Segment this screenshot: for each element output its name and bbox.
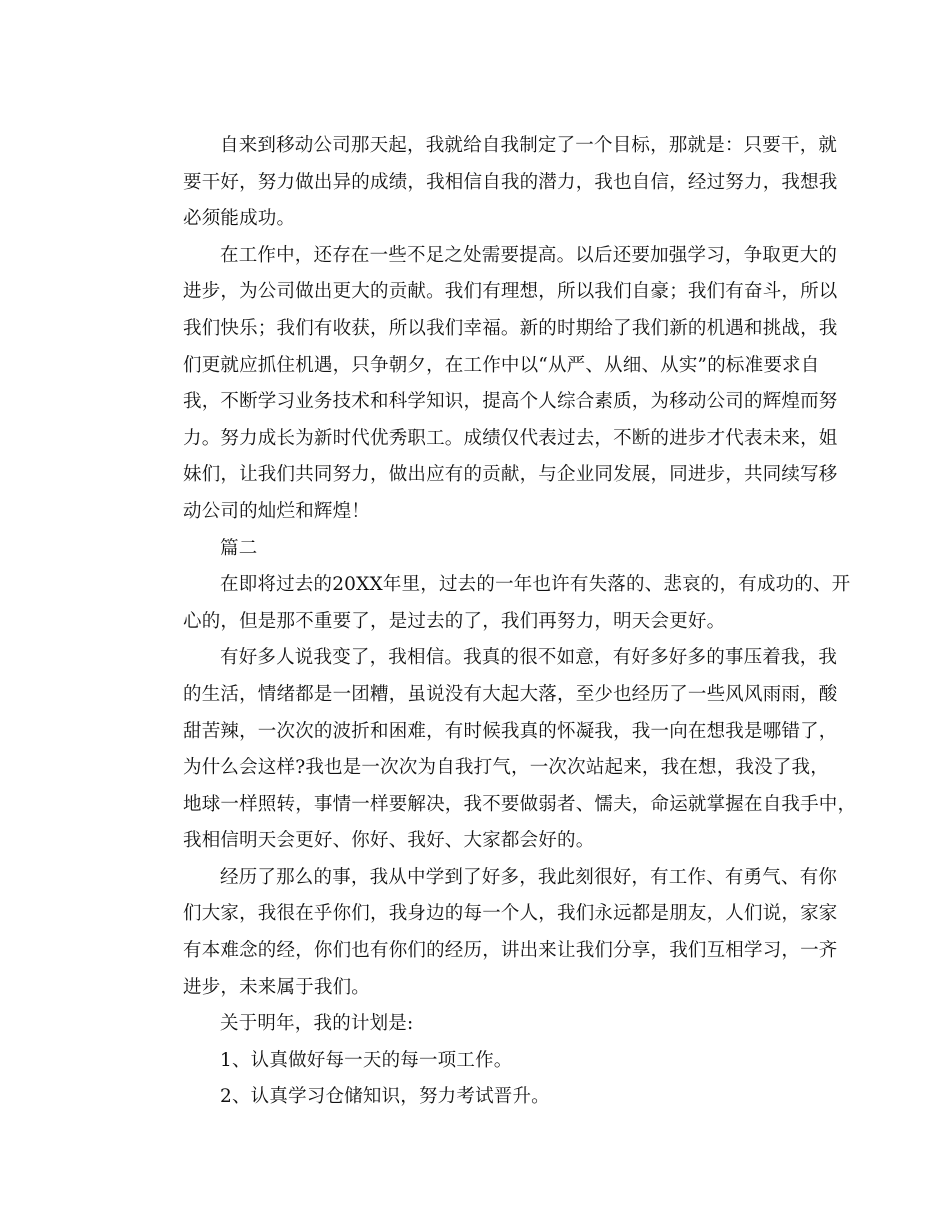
text-line: 要干好，努力做出异的成绩，我相信自我的潜力，我也自信，经过努力，我想我 (183, 171, 838, 193)
text-line: 在工作中，还存在一些不足之处需要提高。以后还要加强学习，争取更大的 (220, 244, 838, 266)
section-heading (146, 531, 810, 568)
plan-item-2 (146, 1079, 810, 1116)
text-line: 我，不断学习业务技术和科学知识，提高个人综合素质，为移动公司的辉煌而努 (183, 391, 838, 413)
text-line: 进步，为公司做出更大的贡献。我们有理想，所以我们自豪；我们有奋斗，所以 (183, 281, 838, 303)
text-line: 2、认真学习仓储知识，努力考试晋升。 (220, 1086, 550, 1108)
text-line: 为什么会这样?我也是一次次为自我打气，一次次站起来，我在想，我没了我， (183, 757, 829, 779)
text-line: 的生活，情绪都是一团糟，虽说没有大起大落，至少也经历了一些风风雨雨，酸 (183, 683, 838, 705)
text-line: 我们快乐；我们有收获，所以我们幸福。新的时期给了我们新的机遇和挑战，我 (183, 317, 838, 339)
paragraph-experience (146, 860, 838, 1006)
text-line: 自来到移动公司那天起，我就给自我制定了一个目标，那就是：只要干，就 (220, 135, 838, 156)
heading-line: 篇二 (220, 537, 258, 559)
text-line: 我相信明天会更好、你好、我好、大家都会好的。 (183, 830, 595, 852)
text-line: 妹们，让我们共同努力，做出应有的贡献，与企业同发展，同进步，共同续写移 (183, 464, 838, 486)
text-line: 地球一样照转，事情一样要解决，我不要做弱者、懦夫，命运就掌握在自我手中， (183, 793, 857, 815)
text-line: 经历了那么的事，我从中学到了好多，我此刻很好，有工作、有勇气、有你 (220, 866, 838, 888)
text-line: 甜苦辣，一次次的波折和困难，有时候我真的怀凝我，我一向在想我是哪错了， (183, 720, 838, 742)
paragraph-past-year (146, 567, 851, 640)
text-line: 1、认真做好每一天的每一项工作。 (220, 1049, 513, 1071)
document-body (146, 128, 857, 1116)
text-line: 在即将过去的20XX年里，过去的一年也许有失落的、悲哀的，有成功的、开 (220, 574, 851, 596)
paragraph-changes (146, 640, 857, 860)
paragraph-plan-intro (146, 1006, 810, 1043)
text-line: 有好多人说我变了，我相信。我真的很不如意，有好多好多的事压着我，我 (220, 647, 838, 669)
plan-item-1 (146, 1043, 810, 1080)
text-line: 们更就应抓住机遇，只争朝夕，在工作中以“从严、从细、从实”的标准要求自 (183, 354, 820, 376)
text-line: 心的，但是那不重要了，是过去的了，我们再努力，明天会更好。 (183, 610, 726, 632)
text-line: 力。努力成长为新时代优秀职工。成绩仅代表过去，不断的进步才代表未来，姐 (183, 427, 838, 449)
text-line: 必须能成功。 (183, 208, 296, 230)
paragraph-improvement (146, 238, 838, 531)
text-line: 关于明年，我的计划是: (220, 1013, 414, 1035)
paragraph-goal (146, 128, 838, 238)
text-line: 们大家，我很在乎你们，我身边的每一个人，我们永远都是朋友，人们说，家家 (183, 903, 838, 925)
text-line: 动公司的灿烂和辉煌！ (183, 500, 371, 522)
text-line: 进步，未来属于我们。 (183, 976, 371, 998)
text-line: 有本难念的经，你们也有你们的经历，讲出来让我们分享，我们互相学习，一齐 (183, 940, 838, 962)
